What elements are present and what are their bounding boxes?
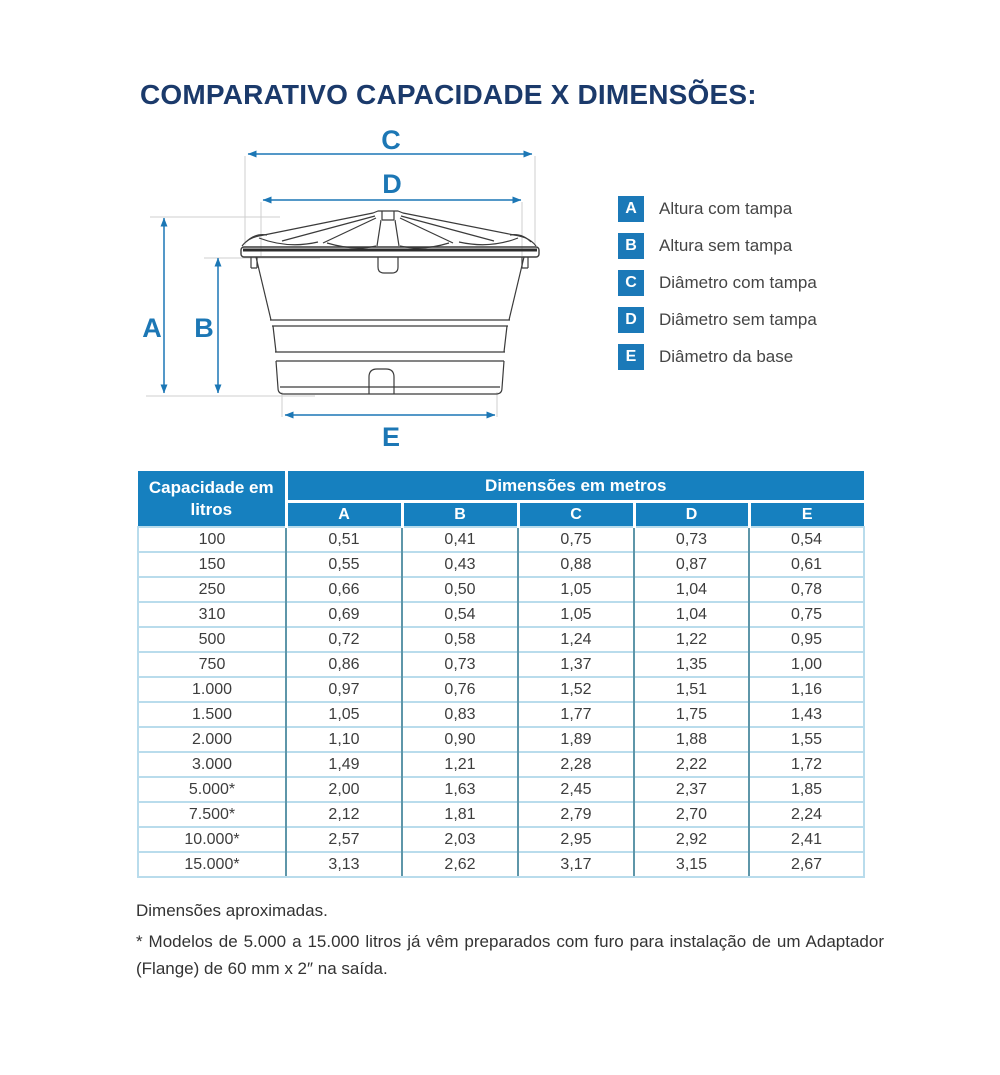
dimension-cell: 1,37 (518, 652, 634, 677)
dimension-cell: 1,63 (402, 777, 518, 802)
dimension-cell: 0,43 (402, 552, 518, 577)
dim-column-header: E (749, 502, 864, 528)
legend-label: Altura com tampa (659, 199, 793, 218)
legend-key-badge: C (618, 270, 644, 296)
dimension-cell: 2,70 (634, 802, 749, 827)
dimension-cell: 1,49 (286, 752, 402, 777)
capacity-cell: 500 (138, 627, 286, 652)
dim-column-header: C (518, 502, 634, 528)
table-body (138, 527, 864, 877)
dimension-cell: 0,90 (402, 727, 518, 752)
dimension-cell: 1,24 (518, 627, 634, 652)
legend-item (618, 344, 817, 370)
dimension-cell: 0,41 (402, 527, 518, 552)
dimension-cell: 0,73 (634, 527, 749, 552)
dimension-cell: 1,05 (518, 577, 634, 602)
dimension-cell: 2,62 (402, 852, 518, 877)
legend-key-badge: E (618, 344, 644, 370)
legend-label: Diâmetro da base (659, 347, 794, 366)
dimension-cell: 1,88 (634, 727, 749, 752)
note-approximate: Dimensões aproximadas. (136, 901, 328, 920)
capacity-cell: 5.000* (138, 777, 286, 802)
dimension-cell: 1,51 (634, 677, 749, 702)
dimension-cell: 1,75 (634, 702, 749, 727)
dim-column-header: D (634, 502, 749, 528)
dim-label-d: D (382, 169, 402, 199)
dimension-cell: 0,78 (749, 577, 864, 602)
table-row (138, 802, 864, 827)
dimension-cell: 0,50 (402, 577, 518, 602)
dimension-cell: 1,21 (402, 752, 518, 777)
dimension-cell: 0,66 (286, 577, 402, 602)
dimension-cell: 0,51 (286, 527, 402, 552)
table-row (138, 752, 864, 777)
dim-label-b: B (194, 313, 214, 343)
dimension-cell: 2,03 (402, 827, 518, 852)
table-row (138, 702, 864, 727)
table-row (138, 852, 864, 877)
dim-label-c: C (381, 130, 401, 155)
dimensions-group-header: Dimensões em metros (286, 471, 864, 502)
capacity-cell: 750 (138, 652, 286, 677)
capacity-cell: 3.000 (138, 752, 286, 777)
dimension-cell: 2,92 (634, 827, 749, 852)
tank-drawing (241, 211, 539, 394)
note-asterisk: * Modelos de 5.000 a 15.000 litros já vêm preparados com furo para instalação de um Adaptador (Flange) de 60 mm x 2″ na saída. (136, 932, 884, 979)
dim-label-a: A (142, 313, 162, 343)
legend-key-badge: A (618, 196, 644, 222)
dimension-cell: 0,75 (518, 527, 634, 552)
table-row (138, 677, 864, 702)
table-row (138, 527, 864, 552)
dim-label-e: E (381, 422, 401, 452)
dimension-cell: 0,87 (634, 552, 749, 577)
dimension-cell: 2,22 (634, 752, 749, 777)
dimension-cell: 1,55 (749, 727, 864, 752)
dimension-cell: 2,37 (634, 777, 749, 802)
dim-column-header: A (286, 502, 402, 528)
dimension-cell: 0,54 (749, 527, 864, 552)
capacity-cell: 1.500 (138, 702, 286, 727)
capacity-cell: 2.000 (138, 727, 286, 752)
dimension-cell: 1,52 (518, 677, 634, 702)
dimension-cell: 1,81 (402, 802, 518, 827)
dimension-cell: 2,28 (518, 752, 634, 777)
dimension-cell: 1,35 (634, 652, 749, 677)
dimension-arrows (164, 154, 532, 415)
dimension-cell: 3,15 (634, 852, 749, 877)
legend-key-badge: B (618, 233, 644, 259)
dimension-cell: 0,55 (286, 552, 402, 577)
dimension-cell: 1,77 (518, 702, 634, 727)
dimension-cell: 1,16 (749, 677, 864, 702)
capacity-cell: 1.000 (138, 677, 286, 702)
dimension-cell: 2,79 (518, 802, 634, 827)
legend-item (618, 196, 817, 222)
dimension-cell: 2,41 (749, 827, 864, 852)
dimension-cell: 2,57 (286, 827, 402, 852)
legend-key-badge: D (618, 307, 644, 333)
dimension-cell: 0,83 (402, 702, 518, 727)
dimension-cell: 0,61 (749, 552, 864, 577)
dimension-cell: 1,72 (749, 752, 864, 777)
table-row (138, 627, 864, 652)
capacity-column-header: Capacidade em litros (138, 471, 286, 527)
dimension-cell: 3,13 (286, 852, 402, 877)
table-row (138, 577, 864, 602)
dimension-cell: 0,54 (402, 602, 518, 627)
legend-item (618, 233, 817, 259)
dimension-cell: 0,86 (286, 652, 402, 677)
dimension-legend (618, 196, 817, 381)
legend-label: Diâmetro sem tampa (659, 310, 817, 329)
dim-column-header: B (402, 502, 518, 528)
capacity-cell: 100 (138, 527, 286, 552)
dimension-cell: 0,97 (286, 677, 402, 702)
dimension-cell: 1,22 (634, 627, 749, 652)
capacity-cell: 15.000* (138, 852, 286, 877)
dimension-cell: 2,12 (286, 802, 402, 827)
dimension-cell: 2,67 (749, 852, 864, 877)
dimension-cell: 2,95 (518, 827, 634, 852)
table-row (138, 602, 864, 627)
capacity-dimensions-table (137, 471, 865, 878)
dimension-cell: 3,17 (518, 852, 634, 877)
table-row (138, 652, 864, 677)
dimension-cell: 1,10 (286, 727, 402, 752)
dimension-cell: 1,05 (286, 702, 402, 727)
dimension-cell: 1,00 (749, 652, 864, 677)
dimension-cell: 0,76 (402, 677, 518, 702)
dimension-cell: 1,89 (518, 727, 634, 752)
table-row (138, 552, 864, 577)
tank-diagram-svg (130, 130, 610, 460)
dimension-cell: 0,88 (518, 552, 634, 577)
legend-item (618, 307, 817, 333)
dimension-cell: 0,73 (402, 652, 518, 677)
table-row (138, 777, 864, 802)
dimension-cell: 0,58 (402, 627, 518, 652)
dimension-cell: 1,43 (749, 702, 864, 727)
capacity-cell: 250 (138, 577, 286, 602)
guide-lines (146, 156, 535, 417)
page-title: COMPARATIVO CAPACIDADE X DIMENSÕES: (140, 79, 757, 110)
dimension-cell: 0,75 (749, 602, 864, 627)
dimension-cell: 2,45 (518, 777, 634, 802)
tank-dimensions-diagram (130, 130, 610, 460)
capacity-cell: 150 (138, 552, 286, 577)
legend-item (618, 270, 817, 296)
dimension-cell: 0,69 (286, 602, 402, 627)
dimension-cell: 1,04 (634, 577, 749, 602)
dimension-cell: 0,95 (749, 627, 864, 652)
table-row (138, 727, 864, 752)
dimension-cell: 2,00 (286, 777, 402, 802)
dimension-cell: 0,72 (286, 627, 402, 652)
dimension-cell: 1,04 (634, 602, 749, 627)
dimension-cell: 1,85 (749, 777, 864, 802)
legend-label: Altura sem tampa (659, 236, 793, 255)
capacity-cell: 310 (138, 602, 286, 627)
legend-label: Diâmetro com tampa (659, 273, 817, 292)
capacity-cell: 7.500* (138, 802, 286, 827)
table-row (138, 827, 864, 852)
capacity-cell: 10.000* (138, 827, 286, 852)
dimension-cell: 2,24 (749, 802, 864, 827)
dimension-cell: 1,05 (518, 602, 634, 627)
